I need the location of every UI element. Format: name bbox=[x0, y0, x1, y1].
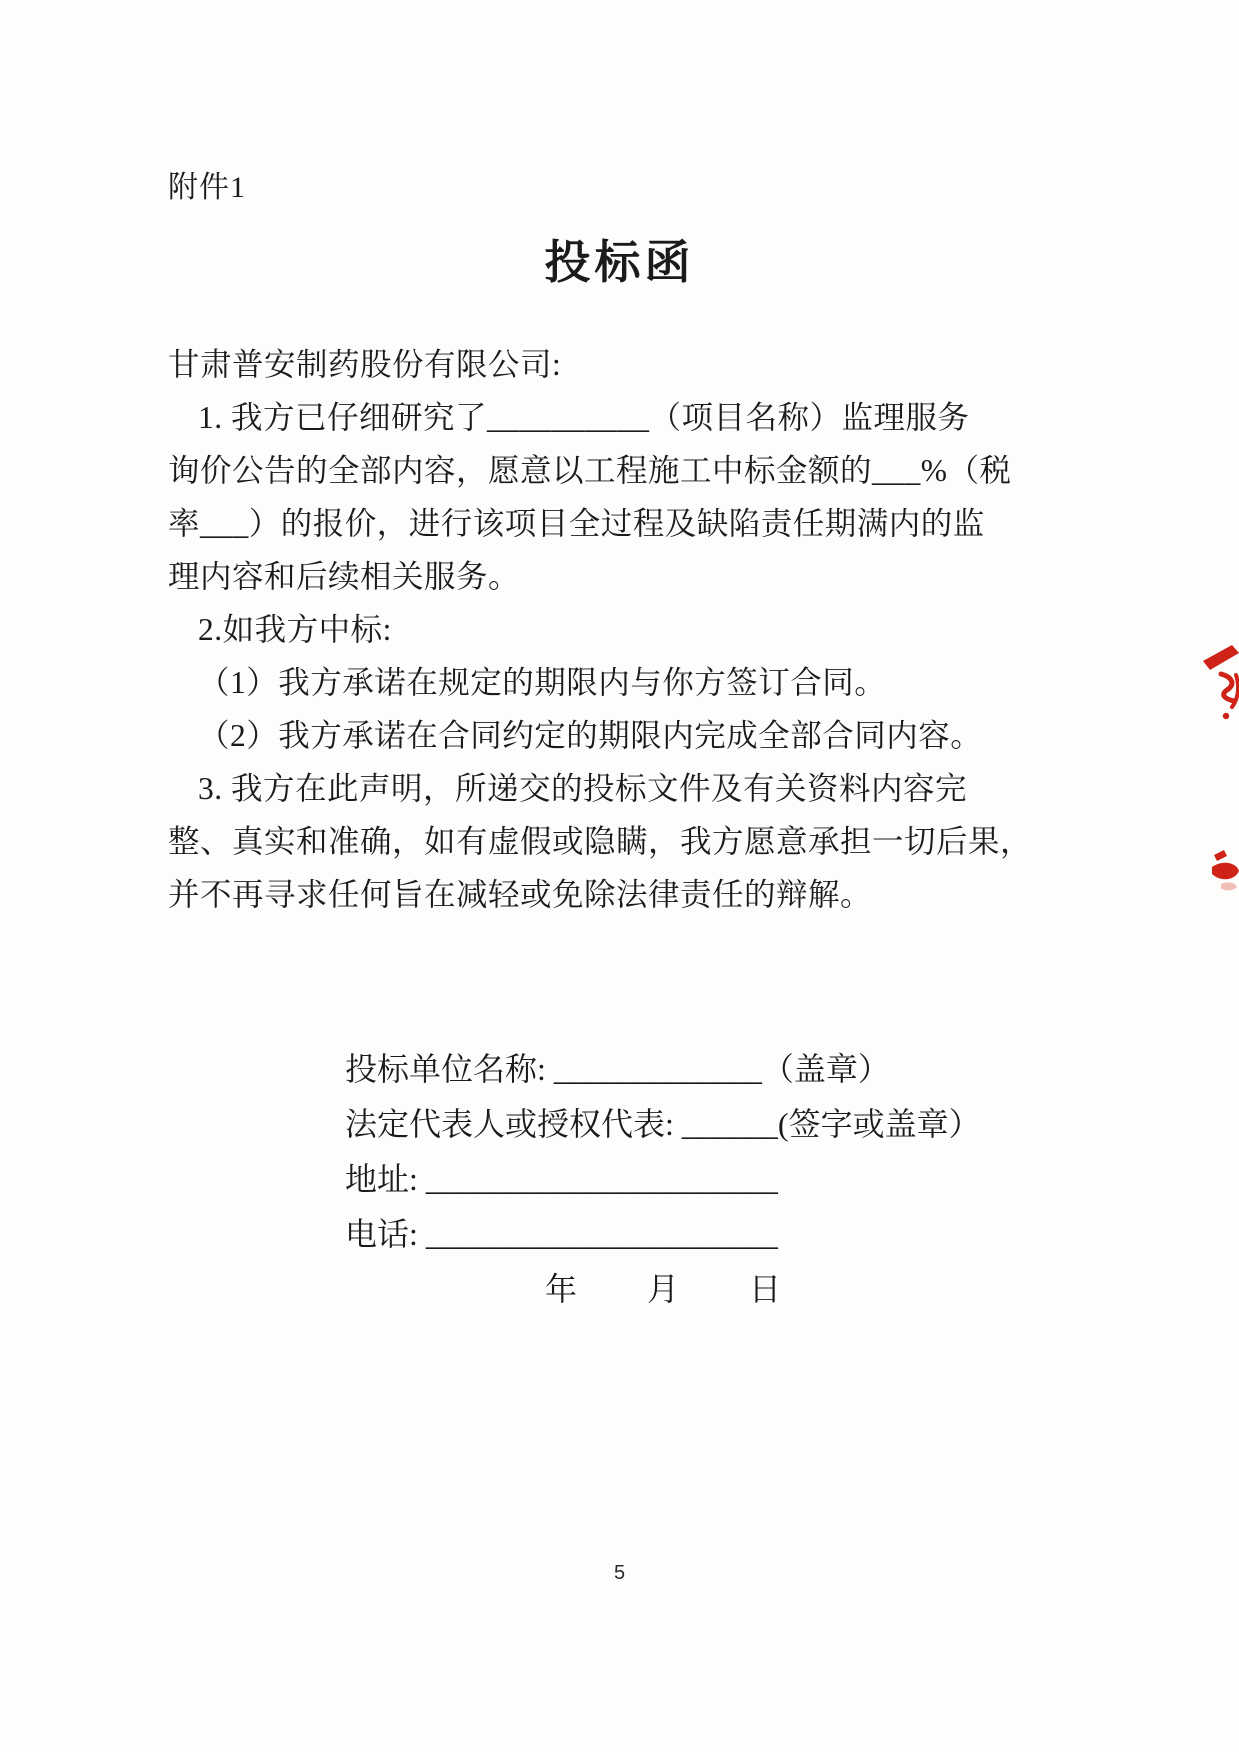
body-line: 询价公告的全部内容，愿意以工程施工中标金额的___%（税 bbox=[168, 453, 1012, 488]
bidder-name-label: 投标单位名称: bbox=[345, 1051, 554, 1087]
phone-row bbox=[345, 1207, 985, 1262]
document-title: 投标函 bbox=[544, 237, 695, 288]
body-line: 3. 我方在此声明，所递交的投标文件及有关资料内容完 bbox=[198, 771, 968, 806]
page-number: 5 bbox=[613, 1562, 626, 1584]
legal-representative-suffix: (签字或盖章） bbox=[777, 1106, 981, 1142]
bidder-name-row bbox=[345, 1042, 985, 1097]
body-line: （1）我方承诺在规定的期限内与你方签订合同。 bbox=[198, 665, 887, 700]
body-line: 1. 我方已仔细研究了__________（项目名称）监理服务 bbox=[198, 400, 970, 435]
bidder-name-suffix: （盖章） bbox=[761, 1051, 890, 1087]
address-label: 地址: bbox=[345, 1161, 426, 1197]
body-line: 整、真实和准确，如有虚假或隐瞒，我方愿意承担一切后果， bbox=[168, 824, 1033, 859]
body-line: 理内容和后续相关服务。 bbox=[168, 559, 521, 594]
address-blank: ______________________ bbox=[425, 1161, 778, 1197]
red-seal-fragment-icon bbox=[1201, 640, 1239, 732]
date-line: 年 月 日 bbox=[545, 1271, 784, 1307]
phone-label: 电话: bbox=[345, 1216, 426, 1252]
legal-representative-row bbox=[345, 1097, 985, 1152]
phone-blank: ______________________ bbox=[425, 1216, 778, 1252]
document-body bbox=[168, 338, 1033, 921]
attachment-label: 附件1 bbox=[168, 171, 246, 204]
body-line: 2.如我方中标: bbox=[198, 612, 392, 647]
salutation-line: 甘肃普安制药股份有限公司: bbox=[168, 347, 562, 382]
bidder-name-blank: _____________ bbox=[553, 1051, 762, 1087]
red-seal-fragment-icon bbox=[1203, 848, 1239, 894]
legal-representative-label: 法定代表人或授权代表: bbox=[345, 1106, 682, 1142]
address-row bbox=[345, 1152, 985, 1207]
body-line: 率___）的报价，进行该项目全过程及缺陷责任期满内的监 bbox=[168, 506, 985, 541]
signature-block bbox=[345, 1042, 985, 1317]
body-line: 并不再寻求任何旨在减轻或免除法律责任的辩解。 bbox=[168, 877, 873, 912]
body-line: （2）我方承诺在合同约定的期限内完成全部合同内容。 bbox=[198, 718, 983, 753]
legal-representative-blank: ______ bbox=[681, 1106, 778, 1142]
